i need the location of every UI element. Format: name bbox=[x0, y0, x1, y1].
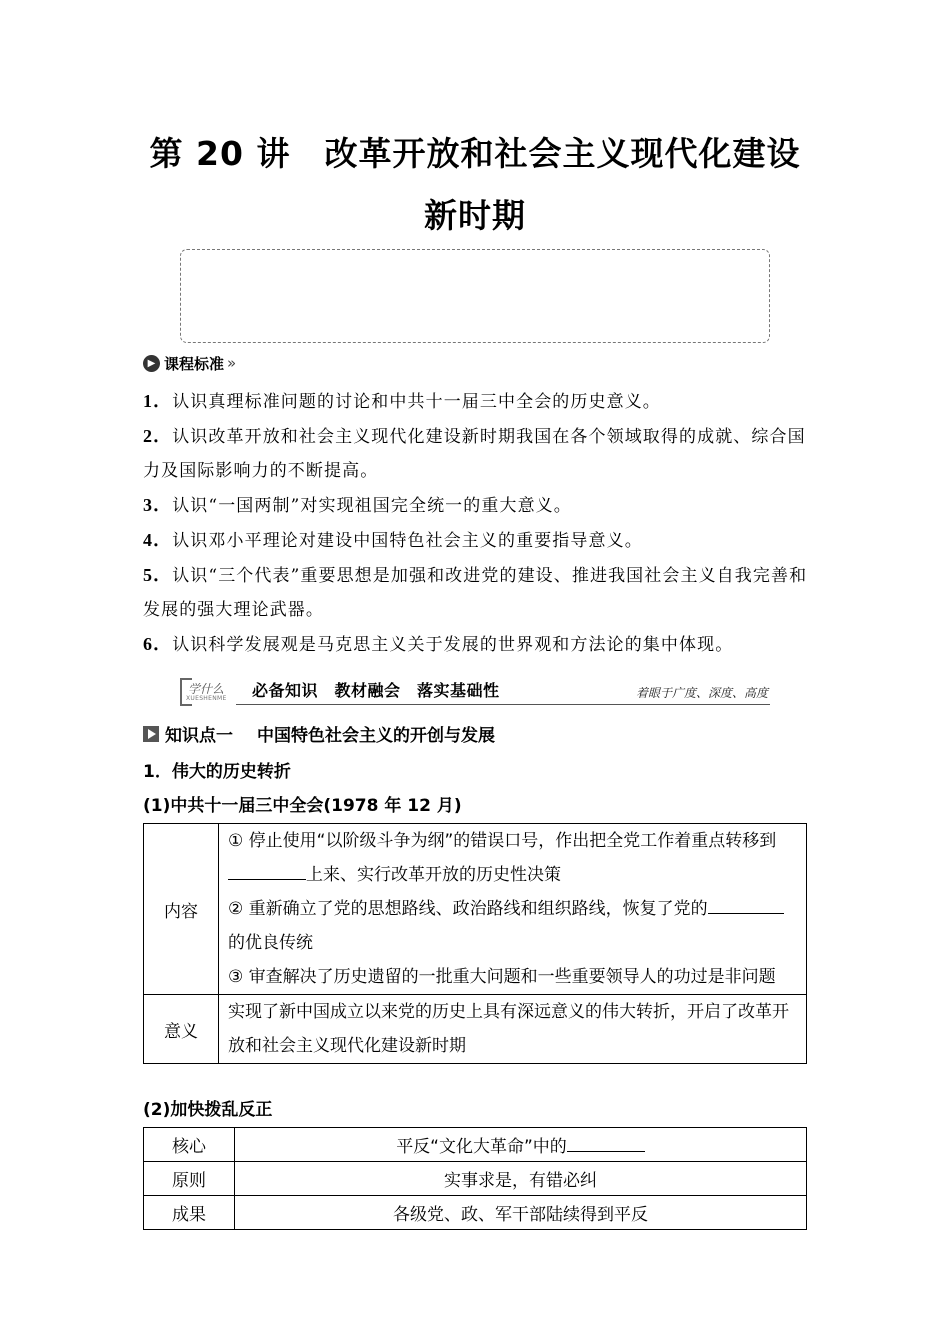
fill-blank[interactable] bbox=[708, 895, 738, 914]
banner-logo: 学什么 XUESHENME bbox=[180, 678, 232, 706]
page-title-line-2: 新时期 bbox=[424, 196, 526, 235]
page-title-line-1: 第 20 讲 改革开放和社会主义现代化建设 bbox=[149, 134, 801, 173]
table-cell-meaning: 实现了新中国成立以来党的历史上具有深远意义的伟大转折，开启了改革开放和社会主义现代化建设新时期 bbox=[219, 995, 807, 1064]
knowledge-point-heading: 知识点一 中国特色社会主义的开创与发展 bbox=[143, 721, 495, 746]
play-icon bbox=[143, 726, 159, 742]
table-label-meaning: 意义 bbox=[144, 995, 219, 1064]
list-item: 6．认识科学发展观是马克思主义关于发展的世界观和方法论的集中体现。 bbox=[143, 634, 734, 655]
list-item: 3．认识“一国两制”对实现祖国完全统一的重大意义。 bbox=[143, 495, 572, 516]
content-item-1: ① 停止使用“以阶级斗争为纲”的错误口号，作出把全党工作着重点转移到上来、实行改革开放的历史性决策 bbox=[228, 831, 777, 885]
banner-title: 必备知识 教材融会 落实基础性 bbox=[252, 681, 500, 700]
banner-divider bbox=[236, 704, 770, 705]
banner-subtitle: 着眼于广度、深度、高度 bbox=[635, 686, 768, 700]
double-chevron-icon: » bbox=[227, 354, 237, 372]
fill-blank[interactable] bbox=[567, 1133, 645, 1152]
table-row: 成果 各级党、政、军干部陆续得到平反 bbox=[144, 1196, 807, 1230]
list-item: 2．认识改革开放和社会主义现代化建设新时期我国在各个领域取得的成就、综合国力及国际影响力的不断提高。 bbox=[143, 426, 806, 481]
plenum-table bbox=[143, 823, 807, 1064]
content-item-3: ③ 审查解决了历史遗留的一批重大问题和一些重要领导人的功过是非问题 bbox=[228, 967, 776, 987]
course-standard-tag bbox=[143, 352, 236, 374]
subsection-heading-1: (1)中共十一届三中全会(1978 年 12 月) bbox=[143, 796, 462, 816]
content-item-2: ② 重新确立了党的思想路线、政治路线和组织路线，恢复了党的的优良传统 bbox=[228, 892, 800, 960]
fill-blank-continued[interactable] bbox=[738, 895, 784, 914]
list-item: 5．认识“三个代表”重要思想是加强和改进党的建设、推进我国社会主义自我完善和发展的强大理论武器。 bbox=[143, 565, 808, 620]
table-label-content: 内容 bbox=[144, 824, 219, 995]
section-banner bbox=[180, 676, 770, 708]
table-row: 原则 实事求是，有错必纠 bbox=[144, 1162, 807, 1196]
fill-blank[interactable] bbox=[228, 861, 306, 880]
rectification-table bbox=[143, 1127, 807, 1230]
table-cell-content bbox=[219, 824, 807, 995]
dashed-placeholder-box bbox=[180, 249, 770, 343]
list-item: 1．认识真理标准问题的讨论和中共十一届三中全会的历史意义。 bbox=[143, 391, 661, 412]
list-item: 4．认识邓小平理论对建设中国特色社会主义的重要指导意义。 bbox=[143, 530, 643, 551]
course-standard-label: 课程标准 bbox=[164, 354, 225, 373]
circle-arrow-icon: ▶ bbox=[143, 355, 160, 372]
course-standard-list bbox=[143, 384, 813, 662]
subsection-heading-2: (2)加快拨乱反正 bbox=[143, 1100, 273, 1120]
section-heading: 1．伟大的历史转折 bbox=[143, 762, 291, 782]
table-row: 核心 平反“文化大革命”中的 bbox=[144, 1128, 807, 1162]
